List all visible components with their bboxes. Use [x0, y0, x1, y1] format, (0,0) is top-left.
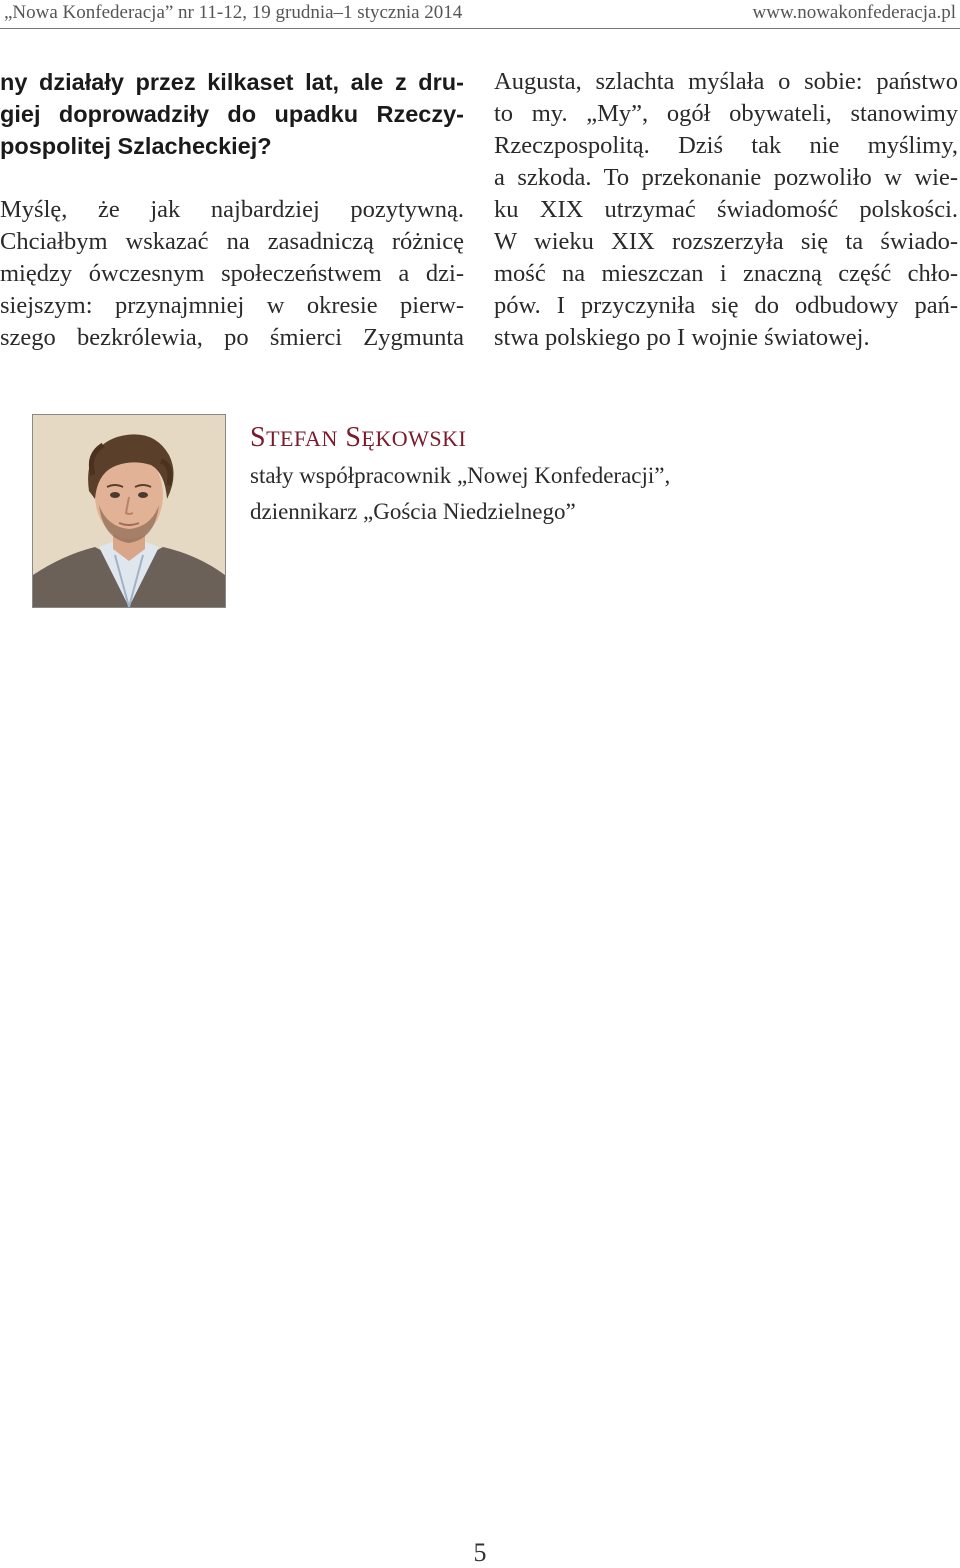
answer-line: Myślę, że jak najbardziej pozytywną. — [0, 196, 464, 223]
author-name — [250, 422, 466, 454]
answer-line: Augusta, szlachta myślała o sobie: państwo — [494, 68, 958, 95]
author-last-initial: S — [345, 422, 362, 453]
page-header — [0, 0, 960, 24]
answer-line: szego bezkrólewia, po śmierci Zygmunta — [0, 324, 464, 351]
author-first-initial: S — [250, 422, 267, 453]
answer-line: ku XIX utrzymać świadomość polskości. — [494, 196, 958, 223]
answer-line: pów. I przyczyniła się do odbudowy pań- — [494, 292, 958, 319]
answer-line: mość na mieszczan i znaczną część chło- — [494, 260, 958, 287]
author-role-line: dziennikarz „Gościa Niedzielnego” — [250, 499, 576, 524]
author-portrait-image — [33, 415, 225, 607]
answer-line: a szkoda. To przekonanie pozwoliło w wie- — [494, 164, 958, 191]
answer-line: siejszym: przynajmniej w okresie pierw- — [0, 292, 464, 319]
interview-question — [0, 66, 464, 162]
page-number: 5 — [473, 1538, 487, 1567]
author-photo — [32, 414, 226, 608]
answer-line: między ówczesnym społeczeństwem a dzi- — [0, 260, 464, 287]
answer-paragraph-continued — [494, 66, 958, 354]
answer-line: Chciałbym wskazać na zasadniczą różnicę — [0, 228, 464, 255]
answer-line: to my. „My”, ogół obywateli, stanowimy — [494, 100, 958, 127]
right-column — [494, 66, 958, 354]
header-rule — [0, 28, 960, 29]
answer-line: W wieku XIX rozszerzyła się ta świado- — [494, 228, 958, 255]
header-issue: „Nowa Konfederacja” nr 11-12, 19 grudnia–1 stycznia 2014 — [4, 2, 463, 23]
author-role — [250, 458, 670, 530]
author-first-rest: TEFAN — [266, 426, 338, 451]
question-line: giej doprowadziły do upadku Rzeczy- — [0, 101, 464, 127]
answer-line: stwa polskiego po I wojnie światowej. — [494, 324, 870, 351]
answer-line: Rzeczpospolitą. Dziś tak nie myślimy, — [494, 132, 958, 159]
question-line: ny działały przez kilkaset lat, ale z dru- — [0, 69, 464, 95]
header-website: www.nowakonfederacja.pl — [752, 2, 956, 23]
left-column — [0, 66, 464, 354]
question-line: pospolitej Szlacheckiej? — [0, 133, 272, 159]
answer-paragraph — [0, 194, 464, 354]
author-last-rest: ĘKOWSKI — [361, 426, 467, 451]
author-role-line: stały współpracownik „Nowej Konfederacji”, — [250, 463, 671, 488]
